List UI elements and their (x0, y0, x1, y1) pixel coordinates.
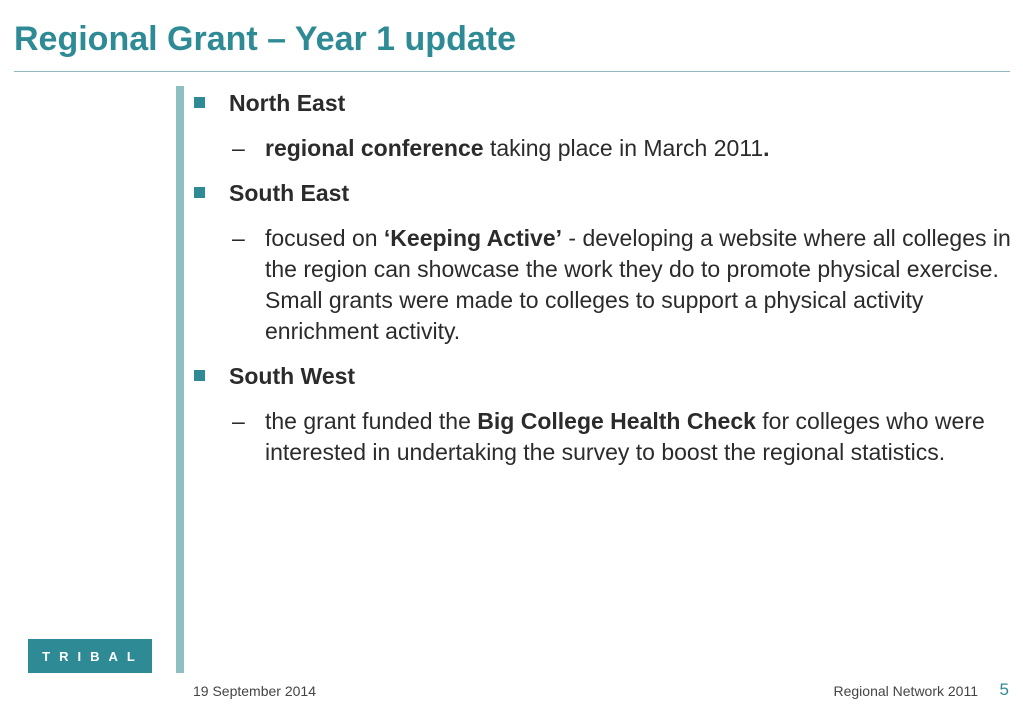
tribal-logo: TRIBAL (28, 639, 152, 673)
sub-bullet-text: - developing a website where all colleges in the region can showcase the work they do to promote physical exercise. Small grants were made to colleges to support a physical activity enrichment activity. (265, 225, 1011, 344)
sub-bullet-south-east (194, 223, 1014, 347)
sub-bullet-text: for colleges who were interested in undertaking the survey to boost the regional statistics. (265, 408, 985, 465)
bullet-south-east (194, 178, 1014, 209)
square-bullet-icon (194, 187, 205, 198)
page-number: 5 (999, 680, 1009, 699)
sub-bullet-bold: regional conference (265, 135, 484, 161)
vertical-accent-bar (176, 86, 184, 673)
sub-bullet-bold: ‘Keeping Active’ (383, 225, 563, 251)
bullet-heading: South West (229, 363, 356, 389)
sub-bullet-bold: Big College Health Check (477, 408, 756, 434)
bullet-south-west (194, 361, 1014, 392)
square-bullet-icon (194, 370, 205, 381)
sub-bullet-text: taking place in March 2011 (483, 135, 764, 161)
footer-title: Regional Network 2011 (833, 683, 978, 699)
dash-icon: – (232, 408, 245, 434)
dash-icon: – (232, 225, 245, 251)
dash-icon: – (232, 135, 245, 161)
bullet-heading: North East (229, 90, 346, 116)
title-divider (14, 71, 1010, 72)
sub-bullet-text-start: the grant funded the (265, 408, 478, 434)
sub-bullet-north-east (194, 133, 1014, 164)
slide-content (194, 88, 1014, 468)
sub-bullet-text-start: focused on (265, 225, 384, 251)
square-bullet-icon (194, 97, 205, 108)
slide-title: Regional Grant – Year 1 update (14, 20, 516, 58)
bullet-north-east (194, 88, 1014, 119)
bullet-heading: South East (229, 180, 350, 206)
sub-bullet-end: . (763, 135, 770, 161)
sub-bullet-south-west (194, 406, 1014, 468)
footer-date: 19 September 2014 (193, 683, 316, 699)
